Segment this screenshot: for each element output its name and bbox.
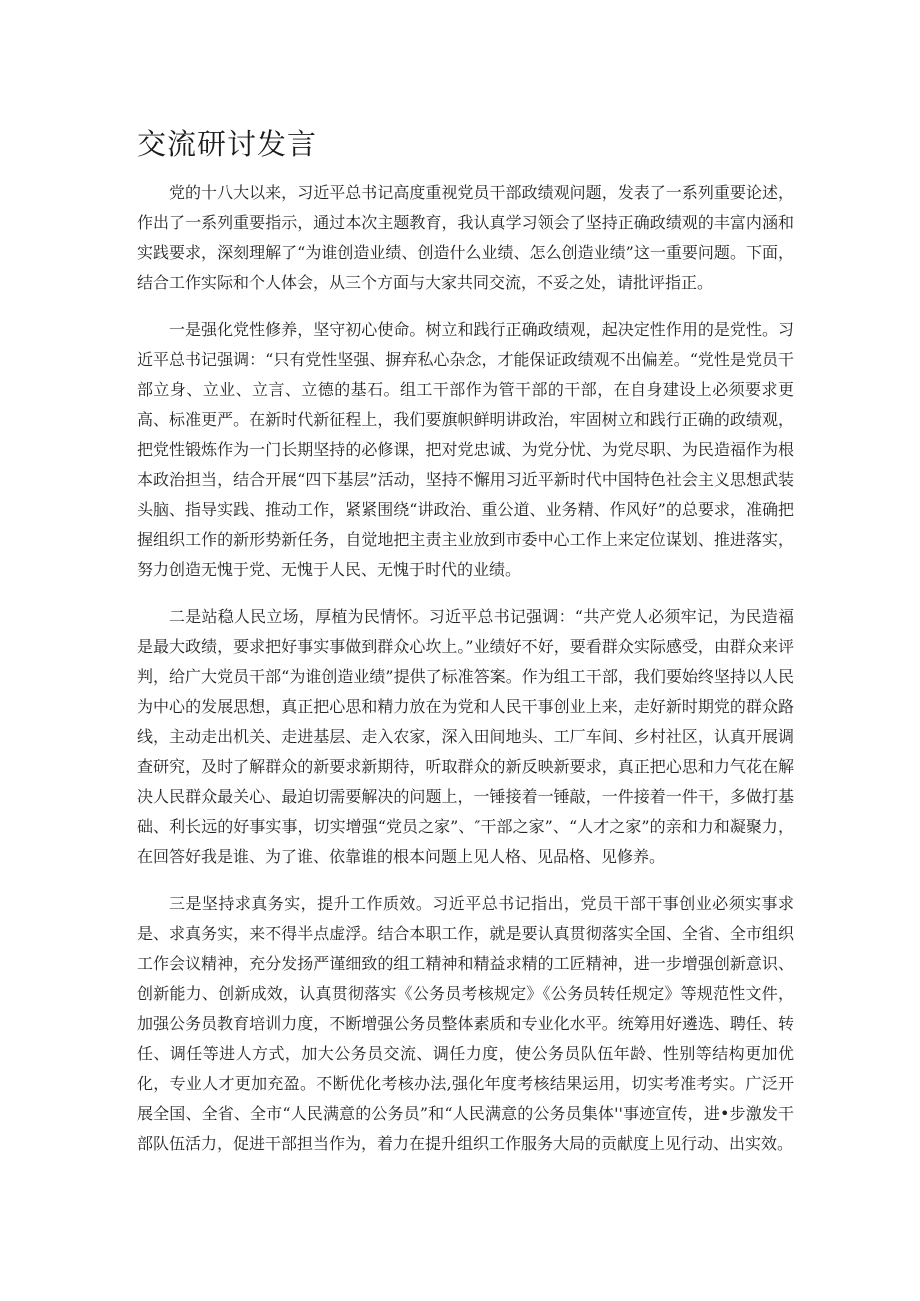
document-title: 交流研讨发言 (137, 127, 318, 161)
document-body (137, 178, 794, 1159)
paragraph-point-two: 二是站稳人民立场，厚植为民情怀。习近平总书记强调：“共产党人必须牢记，为民造福是最大政绩，要求把好事实事做到群众心坎上。”业绩好不好，要看群众实际感受，由群众来评判，给广大党员干部“为谁创造业绩”提供了标准答案。作为组工干部，我们要始终坚持以人民为中心的发展思想，真正把心思和精力放在为党和人民干事创业上来，走好新时期党的群众路线，主动走出机关、走进基层、走入农家，深入田间地头、工厂车间、乡村社区，认真开展调查研究，及时了解群众的新要求新期待，听取群众的新反映新要求，真正把心思和力气花在解决人民群众最关心、最迫切需要解决的问题上，一锤接着一锤敲，一件接着一件干，多做打基础、利长远的好事实事，切实增强“党员之家”、″干部之家”、“人才之家”的亲和力和凝聚力，在回答好我是谁、为了谁、依靠谁的根本问题上见人格、见品格、见修养。 (137, 607, 794, 866)
paragraph-point-one: 一是强化党性修养，坚守初心使命。树立和践行正确政绩观，起决定性作用的是党性。习近平总书记强调：“只有党性坚强、摒弃私心杂念，才能保证政绩观不出偏差。“党性是党员干部立身、立业、立言、立德的基石。组工干部作为管干部的干部，在自身建设上必须要求更高、标准更严。在新时代新征程上，我们要旗帜鲜明讲政治，牢固树立和践行正确的政绩观，把党性锻炼作为一门长期坚持的必修课，把对党忠诚、为党分忧、为党尽职、为民造福作为根本政治担当，结合开展“四下基层”活动，坚持不懈用习近平新时代中国特色社会主义思想武装头脑、指导实践、推动工作，紧紧围绕“讲政治、重公道、业务精、作风好”的总要求，准确把握组织工作的新形势新任务，自觉地把主责主业放到市委中心工作上来定位谋划、推进落实，努力创造无愧于党、无愧于人民、无愧于时代的业绩。 (137, 320, 794, 579)
paragraph-intro: 党的十八大以来，习近平总书记高度重视党员干部政绩观问题，发表了一系列重要论述，作出了一系列重要指示，通过本次主题教育，我认真学习领会了坚持正确政绩观的丰富内涵和实践要求，深刻理解了“为谁创造业绩、创造什么业绩、怎么创造业绩”这一重要问题。下面，结合工作实际和个人体会，从三个方面与大家共同交流，不妥之处，请批评指正。 (137, 183, 794, 292)
paragraph-point-three: 三是坚持求真务实，提升工作质效。习近平总书记指出，党员干部干事创业必须实事求是、求真务实，来不得半点虚浮。结合本职工作，就是要认真贯彻落实全国、全省、全市组织工作会议精神，充分发扬严谨细致的组工精神和精益求精的工匠精神，进一步增强创新意识、创新能力、创新成效，认真贯彻落实《公务员考核规定》《公务员转任规定》等规范性文件，加强公务员教育培训力度，不断增强公务员整体素质和专业化水平。统筹用好遴选、聘任、转任、调任等进人方式，加大公务员交流、调任力度，使公务员队伍年龄、性别等结构更加优化，专业人才更加充盈。不断优化考核办法,强化年度考核结果运用，切实考准考实。广泛开展全国、全省、全市“人民满意的公务员”和“人民满意的公务员集体''事迹宣传，进•步激发干部队伍活力，促进干部担当作为，着力在提升组织工作服务大局的贡献度上见行动、出实效。 (137, 894, 794, 1153)
